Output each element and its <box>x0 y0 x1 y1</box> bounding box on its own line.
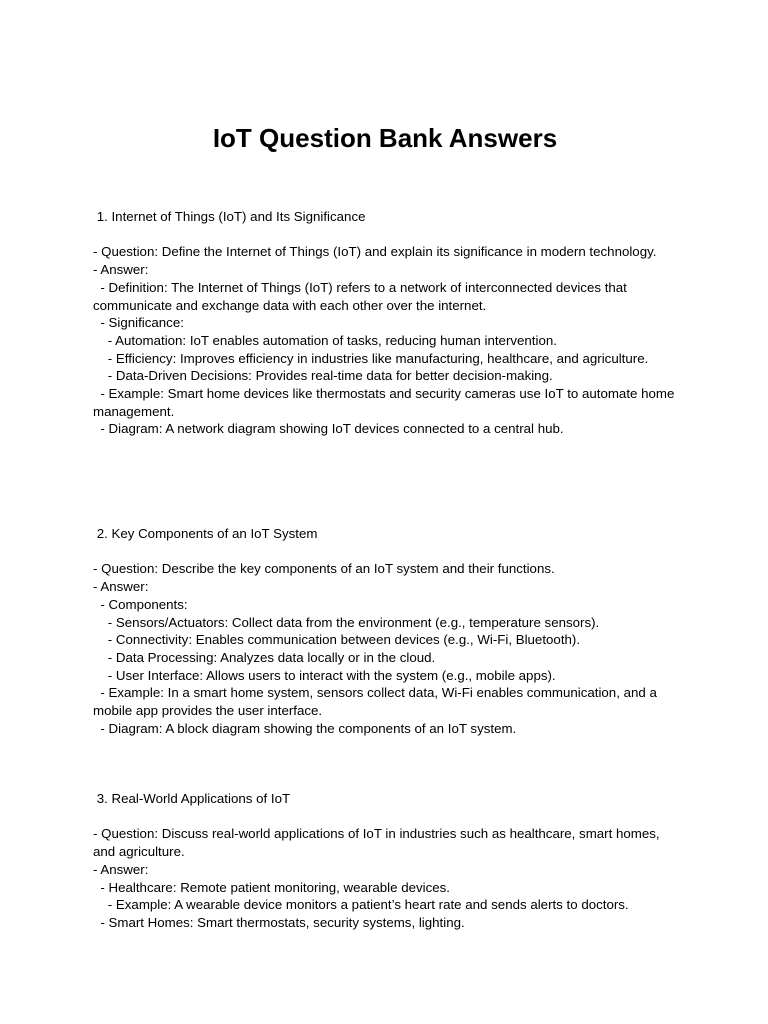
section-heading: 3. Real-World Applications of IoT <box>93 791 291 806</box>
answer-line: - Answer: <box>93 579 149 595</box>
answer-line: - Answer: <box>93 262 149 278</box>
smart-homes-line: - Smart Homes: Smart thermostats, security systems, lighting. <box>93 914 465 930</box>
question-line: - Question: Discuss real-world applications of IoT in industries such as healthcare, smart homes, and agriculture. <box>93 826 664 860</box>
connectivity-line: - Connectivity: Enables communication between devices (e.g., Wi-Fi, Bluetooth). <box>93 632 581 648</box>
data-driven-line: - Data-Driven Decisions: Provides real-time data for better decision-making. <box>93 368 553 384</box>
automation-line: - Automation: IoT enables automation of tasks, reducing human intervention. <box>93 332 557 348</box>
question-line: - Question: Define the Internet of Things (IoT) and explain its significance in modern technology. <box>93 244 657 260</box>
significance-line: - Significance: <box>93 315 184 331</box>
example-line: - Example: Smart home devices like thermostats and security cameras use IoT to automate home management. <box>93 386 679 419</box>
example-line: - Example: In a smart home system, sensors collect data, Wi-Fi enables communication, and a mobile app provides the user interface. <box>93 685 661 719</box>
section-heading: 1. Internet of Things (IoT) and Its Significance <box>93 209 366 224</box>
sensors-line: - Sensors/Actuators: Collect data from the environment (e.g., temperature sensors). <box>93 614 600 630</box>
efficiency-line: - Efficiency: Improves efficiency in industries like manufacturing, healthcare, and agriculture. <box>93 350 649 366</box>
diagram-line: - Diagram: A network diagram showing IoT devices connected to a central hub. <box>93 421 564 437</box>
section-key-components <box>93 525 683 737</box>
answer-line: - Answer: <box>93 861 149 877</box>
components-line: - Components: <box>93 596 188 612</box>
example-line: - Example: A wearable device monitors a patient’s heart rate and sends alerts to doctors. <box>93 897 629 913</box>
document-title: IoT Question Bank Answers <box>212 123 558 153</box>
user-interface-line: - User Interface: Allows users to interact with the system (e.g., mobile apps). <box>93 667 556 683</box>
diagram-line: - Diagram: A block diagram showing the components of an IoT system. <box>93 720 517 736</box>
section-internet-of-things <box>93 208 683 438</box>
question-line: - Question: Describe the key components of an IoT system and their functions. <box>93 561 555 577</box>
healthcare-line: - Healthcare: Remote patient monitoring, wearable devices. <box>93 879 450 895</box>
section-real-world-applications <box>93 790 683 932</box>
section-heading: 2. Key Components of an IoT System <box>93 526 318 541</box>
data-processing-line: - Data Processing: Analyzes data locally or in the cloud. <box>93 649 436 665</box>
definition-line: - Definition: The Internet of Things (IoT) refers to a network of interconnected devices that communicate and exchange data with each other over the internet. <box>93 279 631 313</box>
